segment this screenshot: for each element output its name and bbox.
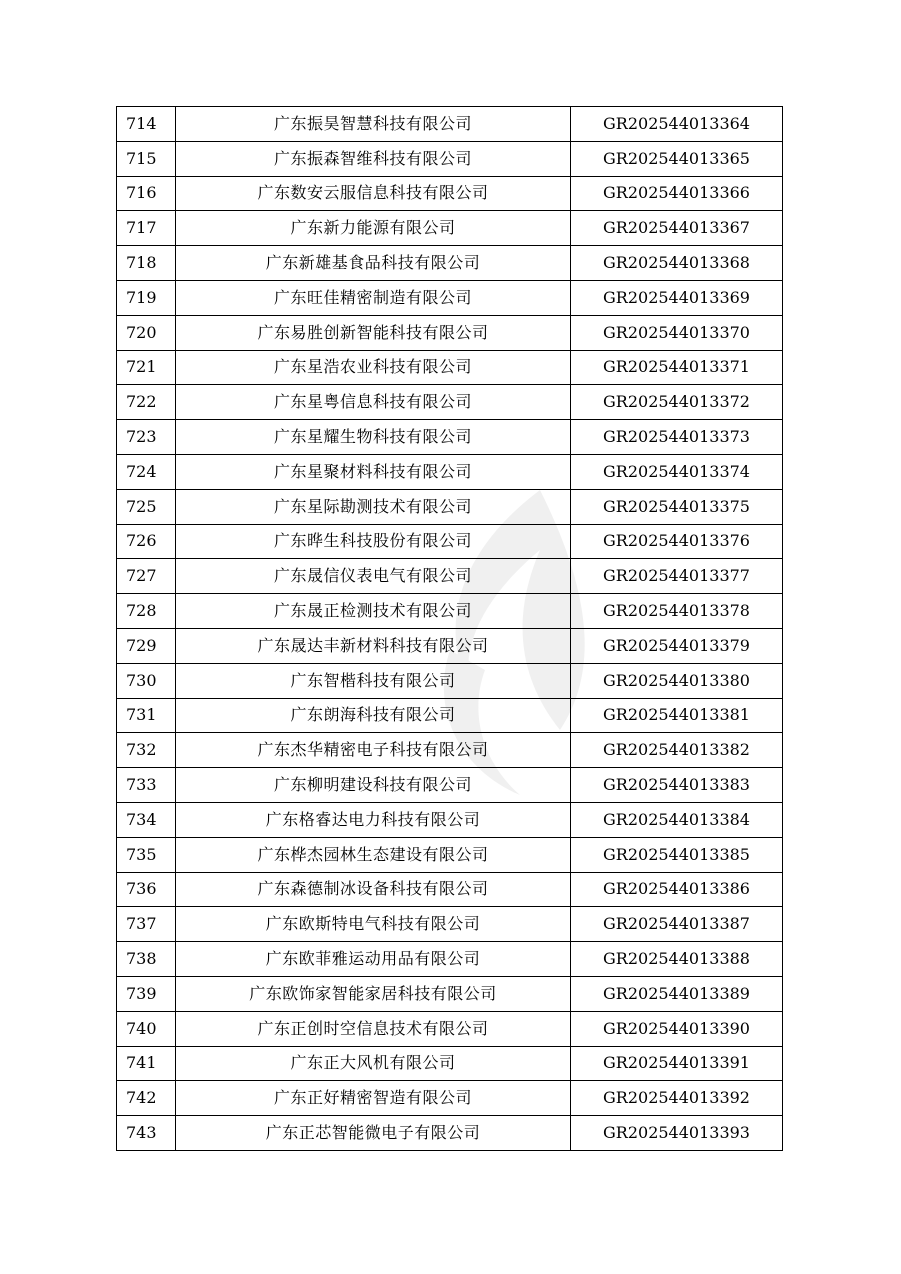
certificate-code: GR202544013370 — [571, 315, 783, 350]
table-row — [117, 420, 783, 455]
company-name: 广东振昊智慧科技有限公司 — [176, 107, 571, 142]
row-number: 742 — [117, 1081, 176, 1116]
certificate-code: GR202544013392 — [571, 1081, 783, 1116]
certificate-code: GR202544013386 — [571, 872, 783, 907]
certificate-code: GR202544013365 — [571, 141, 783, 176]
certificate-code: GR202544013388 — [571, 942, 783, 977]
certificate-code: GR202544013387 — [571, 907, 783, 942]
certificate-code: GR202544013378 — [571, 594, 783, 629]
company-name: 广东振森智维科技有限公司 — [176, 141, 571, 176]
row-number: 720 — [117, 315, 176, 350]
row-number: 737 — [117, 907, 176, 942]
row-number: 741 — [117, 1046, 176, 1081]
row-number: 731 — [117, 698, 176, 733]
row-number: 726 — [117, 524, 176, 559]
company-name: 广东智楷科技有限公司 — [176, 663, 571, 698]
row-number: 736 — [117, 872, 176, 907]
row-number: 721 — [117, 350, 176, 385]
table-row — [117, 350, 783, 385]
row-number: 733 — [117, 768, 176, 803]
table-row — [117, 107, 783, 142]
table-row — [117, 628, 783, 663]
row-number: 714 — [117, 107, 176, 142]
certificate-code: GR202544013391 — [571, 1046, 783, 1081]
table-row — [117, 594, 783, 629]
row-number: 740 — [117, 1011, 176, 1046]
table-row — [117, 454, 783, 489]
certificate-code: GR202544013383 — [571, 768, 783, 803]
company-name: 广东数安云服信息科技有限公司 — [176, 176, 571, 211]
certificate-code: GR202544013389 — [571, 976, 783, 1011]
table-row — [117, 733, 783, 768]
company-name: 广东欧饰家智能家居科技有限公司 — [176, 976, 571, 1011]
company-name: 广东晟信仪表电气有限公司 — [176, 559, 571, 594]
certificate-code: GR202544013364 — [571, 107, 783, 142]
row-number: 730 — [117, 663, 176, 698]
certificate-code: GR202544013371 — [571, 350, 783, 385]
certificate-code: GR202544013385 — [571, 837, 783, 872]
table-row — [117, 280, 783, 315]
row-number: 716 — [117, 176, 176, 211]
row-number: 727 — [117, 559, 176, 594]
certificate-code: GR202544013380 — [571, 663, 783, 698]
table-row — [117, 489, 783, 524]
certificate-code: GR202544013382 — [571, 733, 783, 768]
company-name: 广东新雄基食品科技有限公司 — [176, 246, 571, 281]
table-row — [117, 246, 783, 281]
company-name: 广东星耀生物科技有限公司 — [176, 420, 571, 455]
certificate-code: GR202544013374 — [571, 454, 783, 489]
row-number: 718 — [117, 246, 176, 281]
row-number: 728 — [117, 594, 176, 629]
row-number: 743 — [117, 1116, 176, 1151]
row-number: 729 — [117, 628, 176, 663]
table-row — [117, 176, 783, 211]
table-row — [117, 524, 783, 559]
table-row — [117, 1011, 783, 1046]
enterprise-list-table — [116, 106, 783, 1151]
table-row — [117, 907, 783, 942]
table-row — [117, 942, 783, 977]
row-number: 735 — [117, 837, 176, 872]
certificate-code: GR202544013379 — [571, 628, 783, 663]
table-row — [117, 1116, 783, 1151]
certificate-code: GR202544013384 — [571, 802, 783, 837]
table-row — [117, 802, 783, 837]
company-name: 广东朗海科技有限公司 — [176, 698, 571, 733]
row-number: 724 — [117, 454, 176, 489]
company-name: 广东杰华精密电子科技有限公司 — [176, 733, 571, 768]
company-name: 广东星际勘测技术有限公司 — [176, 489, 571, 524]
table-row — [117, 385, 783, 420]
table-row — [117, 141, 783, 176]
company-name: 广东森德制冰设备科技有限公司 — [176, 872, 571, 907]
certificate-code: GR202544013367 — [571, 211, 783, 246]
company-name: 广东星聚材料科技有限公司 — [176, 454, 571, 489]
table-row — [117, 211, 783, 246]
table-row — [117, 1046, 783, 1081]
certificate-code: GR202544013368 — [571, 246, 783, 281]
company-name: 广东欧斯特电气科技有限公司 — [176, 907, 571, 942]
certificate-code: GR202544013373 — [571, 420, 783, 455]
table-row — [117, 768, 783, 803]
row-number: 722 — [117, 385, 176, 420]
table-row — [117, 698, 783, 733]
row-number: 732 — [117, 733, 176, 768]
certificate-code: GR202544013390 — [571, 1011, 783, 1046]
certificate-code: GR202544013366 — [571, 176, 783, 211]
row-number: 739 — [117, 976, 176, 1011]
table-row — [117, 976, 783, 1011]
table-row — [117, 663, 783, 698]
company-name: 广东晔生科技股份有限公司 — [176, 524, 571, 559]
company-name: 广东晟正检测技术有限公司 — [176, 594, 571, 629]
company-name: 广东正创时空信息技术有限公司 — [176, 1011, 571, 1046]
company-name: 广东星浩农业科技有限公司 — [176, 350, 571, 385]
company-name: 广东桦杰园林生态建设有限公司 — [176, 837, 571, 872]
certificate-code: GR202544013393 — [571, 1116, 783, 1151]
row-number: 719 — [117, 280, 176, 315]
company-name: 广东星粤信息科技有限公司 — [176, 385, 571, 420]
row-number: 738 — [117, 942, 176, 977]
row-number: 725 — [117, 489, 176, 524]
company-name: 广东新力能源有限公司 — [176, 211, 571, 246]
table-row — [117, 837, 783, 872]
company-name: 广东欧菲雅运动用品有限公司 — [176, 942, 571, 977]
certificate-code: GR202544013381 — [571, 698, 783, 733]
company-name: 广东正好精密智造有限公司 — [176, 1081, 571, 1116]
company-name: 广东晟达丰新材料科技有限公司 — [176, 628, 571, 663]
company-name: 广东正大风机有限公司 — [176, 1046, 571, 1081]
row-number: 723 — [117, 420, 176, 455]
row-number: 734 — [117, 802, 176, 837]
row-number: 715 — [117, 141, 176, 176]
company-name: 广东柳明建设科技有限公司 — [176, 768, 571, 803]
company-name: 广东旺佳精密制造有限公司 — [176, 280, 571, 315]
company-name: 广东格睿达电力科技有限公司 — [176, 802, 571, 837]
company-name: 广东正芯智能微电子有限公司 — [176, 1116, 571, 1151]
table-row — [117, 1081, 783, 1116]
table-row — [117, 559, 783, 594]
certificate-code: GR202544013377 — [571, 559, 783, 594]
table-row — [117, 872, 783, 907]
company-name: 广东易胜创新智能科技有限公司 — [176, 315, 571, 350]
certificate-code: GR202544013372 — [571, 385, 783, 420]
certificate-code: GR202544013375 — [571, 489, 783, 524]
row-number: 717 — [117, 211, 176, 246]
table-row — [117, 315, 783, 350]
certificate-code: GR202544013369 — [571, 280, 783, 315]
certificate-code: GR202544013376 — [571, 524, 783, 559]
